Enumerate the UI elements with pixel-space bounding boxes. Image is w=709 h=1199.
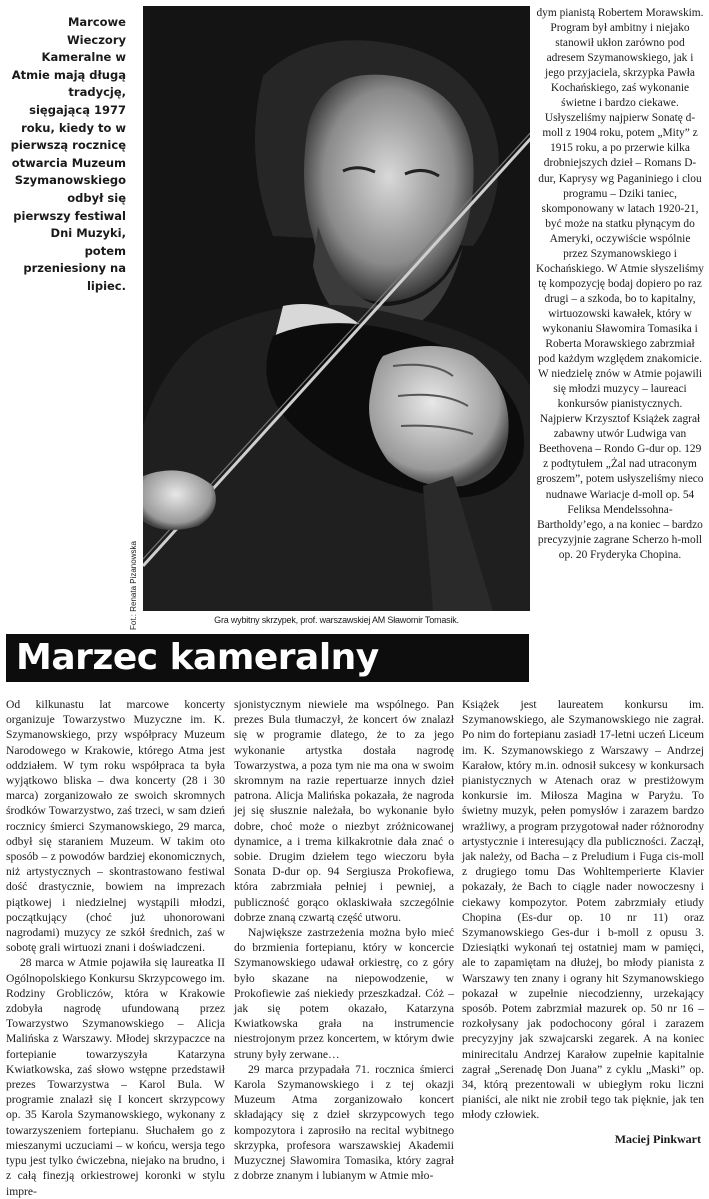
body-paragraph: 29 marca przypadała 71. rocznica śmierci Karola Szymanowskiego i z tej okazji Muzeum Atma zorganizowało koncert składający się z dzieł skrzypcowych tego kompozytora i zaprosiło na recital wybitnego skrzypka, profesora warszawskiej Akademii Muzycznej Sławomira Tomasika, który zagrał z dobrze znanym i lubianym w Atmie mło- — [234, 1062, 454, 1183]
lead-paragraph — [6, 14, 126, 296]
photo-credit — [128, 520, 142, 630]
body-paragraph: 28 marca w Atmie pojawiła się laureatka II Ogólnopolskiego Konkursu Skrzypcowego im. Rodziny Grobliczów, która w Krakowie zdobyła nagrodę ufundowaną przez Towarzystwo Szymanowskiego – Alicja Malińska z Warszawy. Młodej skrzypaczce na fortepianie towarzyszyła Katarzyna Kwiatkowska, zaś słowo wstępne przedstawił prezes Towarzystwa – Karol Bula. W programie znalazł się I koncert skrzypcowy op. 35 Karola Szymanowskiego, wykonany z towarzyszeniem fortepianu. Słuchałem go z mieszanymi uczuciami – w końcu, wersja tego typu jest tylko ćwiczebna, niejako na brudno, i z całą finezją orkiestrowej koronki w stylu impre- — [6, 956, 225, 1198]
author-signature: Maciej Pinkwart — [614, 1132, 701, 1146]
body-paragraph: Największe zastrzeżenia można było mieć do brzmienia fortepianu, który w koncercie Szymanowskiego udawał orkiestrę, co z góry było skazane na niepowodzenie, w Prokofiewie zaś niekiedy przeszkadzał. Cóż – jak się potem okazało, Katarzyna Kwiatkowska grała na instrumencie niestrojonym przez koncertem, w którym dwie struny były zerwane… — [234, 926, 454, 1061]
right-column-paragraph: dym pianistą Robertem Morawskim. Program był ambitny i niejako stanowił ukłon zarówno pod adresem Szymanowskiego, jak i jego przyjaciela, skrzypka Pawła Kochańskiego, zaś wykonanie świetne i bardzo ciekawe. Usłyszeliśmy najpierw Sonatę d-moll z 1904 roku, potem „Mity” z 1915 roku, a po przerwie kilka drobniejszych dzieł – Romans D-dur, Kaprysy wg Paganiniego i clou programu – Dziki taniec, skomponowany w latach 1920-21, być może na statku płynącym do Ameryki, oczywiście wspólnie przez Szymanowskiego i Kochańskiego. W Atmie słyszeliśmy tę kompozycję bodaj dopiero po raz drugi – a szkoda, bo to kapitalny, wirtuozowski kawałek, który w wykonaniu Sławomira Tomasika i Roberta Morawskiego zabrzmiał pod każdym względem znakomicie. — [536, 7, 704, 366]
lead-text: Marcowe Wieczory Kameralne w Atmie mają długą tradycję, sięgającą 1977 roku, kiedy to w pierwszą rocznicę otwarcia Muzeum Szymanowskiego odbył się pierwszy festiwal Dni Muzyki, potem przeniesiony na lipiec. — [10, 15, 126, 293]
right-column-paragraph: W niedzielę znów w Atmie pojawili się młodzi muzycy – laureaci konkursów pianistycznych. Najpierw Krzysztof Książek zagrał zabawny utwór Ludwiga van Beethovena – Rondo G-dur op. 129 z podtytułem „Żal nad utraconym groszem”, potem usłyszeliśmy nieco nudnawe Wariacje d-moll op. 54 Feliksa Mendelssohna-Bartholdy’ego, a na koniec – bardzo precyzyjnie zagrane Scherzo h-moll op. 20 Fryderyka Chopina. — [536, 368, 704, 561]
right-column — [536, 6, 704, 563]
photo-violinist — [143, 6, 530, 611]
photo-credit-text: Fot.: Renata Pizanowska — [129, 541, 138, 630]
photo-caption: Gra wybitny skrzypek, prof. warszawskiej AM Sławomir Tomasik. — [214, 615, 459, 625]
headline-bar — [6, 634, 529, 682]
body-column-3 — [462, 697, 704, 1123]
body-column-2 — [234, 697, 454, 1184]
body-paragraph: sjonistycznym niewiele ma wspólnego. Pan prezes Bula tłumaczył, że koncert ów znalazł się w programie dlatego, że to za jego wykonanie artystka dostała nagrodę Towarzystwa, a poza tym nie ma ona w swoim skromnym na razie repertuarze innych dzieł patrona. Alicja Malińska pokazała, że nagroda jej się słusznie należała, bo wykonanie było dobre, choć może o niezbyt zróżnicowanej dynamice, a i trema kilkakrotnie dała znać o sobie. Drugim dziełem tego wieczoru była Sonata D-dur op. 94 Sergiusza Prokofiewa, która zabrzmiała pełniej i pewniej, a publiczność gorąco oklaskiwała szczególnie dobrze znaną czwartą część utworu. — [234, 698, 454, 924]
headline: Marzec kameralny — [16, 637, 379, 678]
body-paragraph: Od kilkunastu lat marcowe koncerty organizuje Towarzystwo Muzyczne im. K. Szymanowskiego, przy współpracy Muzeum Narodowego w Krakowie, którego Atma jest oddziałem. W tym roku współpraca ta była wyjątkowo bliska – dwa koncerty (28 i 30 marca) zorganizowało ze swoich skromnych środków Towarzystwo, zaś trzeci, w sam dzień rocznicy śmierci Szymanowskiego, 29 marca, odbył się staraniem Muzeum. W takim oto sposób – z powodów bardziej ekonomicznych, niż artystycznych – skontrastowano festiwal dość drastycznie, bowiem na imprezach piątkowej i niedzielnej wystąpili młodzi, początkujący (choć już uhonorowani nagrodami) muzycy ze szkół średnich, zaś w sobotę grali wirtuozi znani i doświadczeni. — [6, 698, 225, 955]
violinist-illustration — [143, 6, 530, 611]
body-column-1 — [6, 697, 225, 1199]
body-paragraph: Książek jest laureatem konkursu im. Szymanowskiego, ale Szymanowskiego nie zagrał. Po nim do fortepianu zasiadł 17-letni uczeń Liceum im. K. Szymanowskiego z Warszawy – Andrzej Karałow, który m.in. odnosił sukcesy w konkursach pianistycznych w Atenach oraz w prestiżowym konkursie im. Miłosza Magina w Paryżu. To świetny muzyk, pełen pomysłów i zarazem bardzo wrażliwy, a program przygotował nader różnorodny artystycznie i interesujący dla publiczności. Zaczął, jak należy, od Bacha – z Preludium i Fuga cis-moll z drugiego tomu Das Wohltemperierte Klavier pokazały, że Bach to ciągle nader nowoczesny i ciekawy kompozytor. Potem zabrzmiały etiudy Chopina (Es-dur op. 10 nr 11) oraz Szymanowskiego Ges-dur i b-moll z opusu 3. Dziesiątki wykonań tej ostatniej mam w pamięci, ale to zapamiętam na dłużej, bo młody pianista z Warszawy ten znany i ograny hit Szymanowskiego pokazał w zupełnie niecodzienny, urzekający sposób. Potem zabrzmiał mazurek op. 50 nr 16 – rozkołysany jak podochocony góral i zarazem precyzyjny jak szwajcarski zegarek. A na koniec minirecitalu Andrzej Karałow zupełnie kapitalnie zagrał „Serenadę Don Juana” z cyklu „Maski” op. 34, którą prezentowali w ubiegłym roku liczni pianiści, ale nikt nie zrobił tego tak pięknie, jak ten młody człowiek. — [462, 698, 704, 1122]
